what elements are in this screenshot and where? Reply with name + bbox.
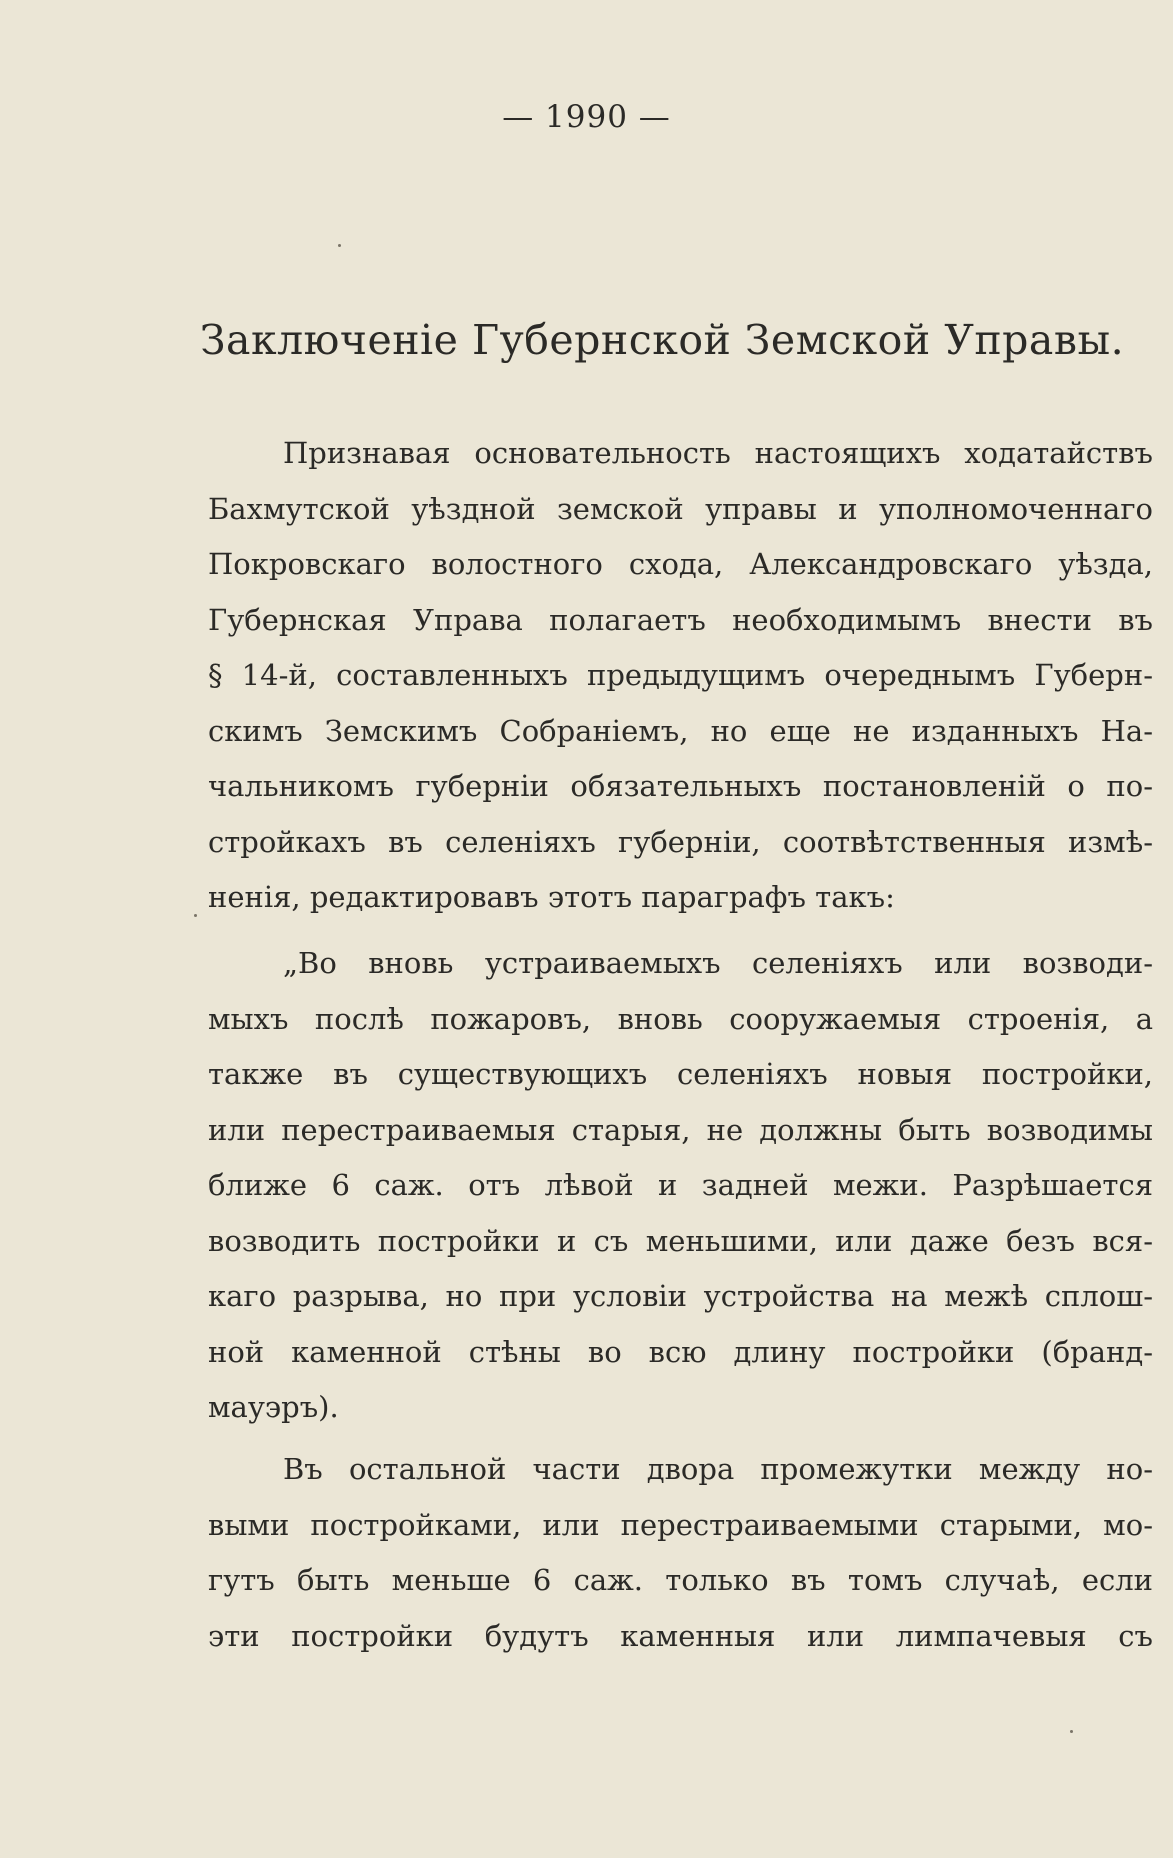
paragraph-line: или перестраиваемыя старыя, не должны быть возводимы xyxy=(208,1112,1153,1147)
paragraph-line: Въ остальной части двора промежутки между но- xyxy=(283,1452,1153,1486)
paragraph-line: каго разрыва, но при условіи устройства на межѣ сплош- xyxy=(208,1279,1153,1313)
paragraph-line: ной каменной стѣны во всю длину постройки (бранд- xyxy=(208,1334,1153,1369)
paragraph-1 xyxy=(208,426,1153,926)
paragraph-line: Губернская Управа полагаетъ необходимымъ внести въ xyxy=(208,602,1153,637)
paragraph-line: мауэръ). xyxy=(208,1390,339,1424)
paragraph-line: скимъ Земскимъ Собраніемъ, но еще не изданныхъ На- xyxy=(208,713,1153,748)
paragraph-line: выми постройками, или перестраиваемыми старыми, мо- xyxy=(208,1507,1153,1542)
paragraph-line: § 14-й, составленныхъ предыдущимъ очереднымъ Губерн- xyxy=(208,658,1153,692)
paragraph-line: Признавая основательность настоящихъ ходатайствъ xyxy=(283,436,1153,470)
paragraph-line: также въ существующихъ селеніяхъ новыя постройки, xyxy=(208,1057,1153,1091)
paper-speck xyxy=(338,244,341,247)
paragraph-2 xyxy=(208,936,1153,1436)
paragraph-line: чальникомъ губерніи обязательныхъ постановленій о по- xyxy=(208,769,1153,803)
section-title: Заключеніе Губернской Земской Управы. xyxy=(200,316,1125,364)
paragraph-line: Покровскаго волостного схода, Александровскаго уѣзда, xyxy=(208,547,1153,581)
paper-speck xyxy=(1070,1730,1073,1733)
paragraph-line: мыхъ послѣ пожаровъ, вновь сооружаемыя строенія, а xyxy=(208,1001,1153,1036)
paragraph-line: эти постройки будутъ каменныя или лимпачевыя съ xyxy=(208,1618,1153,1653)
paragraph-line: стройкахъ въ селеніяхъ губерніи, соотвѣтственныя измѣ- xyxy=(208,824,1153,859)
paragraph-3 xyxy=(208,1442,1153,1664)
paragraph-line: ближе 6 саж. отъ лѣвой и задней межи. Разрѣшается xyxy=(208,1168,1153,1202)
paragraph-line: Бахмутской уѣздной земской управы и уполномоченнаго xyxy=(208,491,1153,526)
paper-speck xyxy=(194,914,197,917)
paragraph-line: „Во вновь устраиваемыхъ селеніяхъ или возводи- xyxy=(283,946,1153,980)
paragraph-line: ненія, редактировавъ этотъ параграфъ такъ: xyxy=(208,880,895,914)
paragraph-line: возводить постройки и съ меньшими, или даже безъ вся- xyxy=(208,1223,1153,1258)
page-number: — 1990 — xyxy=(502,99,671,135)
paragraph-line: гутъ быть меньше 6 саж. только въ томъ случаѣ, если xyxy=(208,1563,1153,1597)
